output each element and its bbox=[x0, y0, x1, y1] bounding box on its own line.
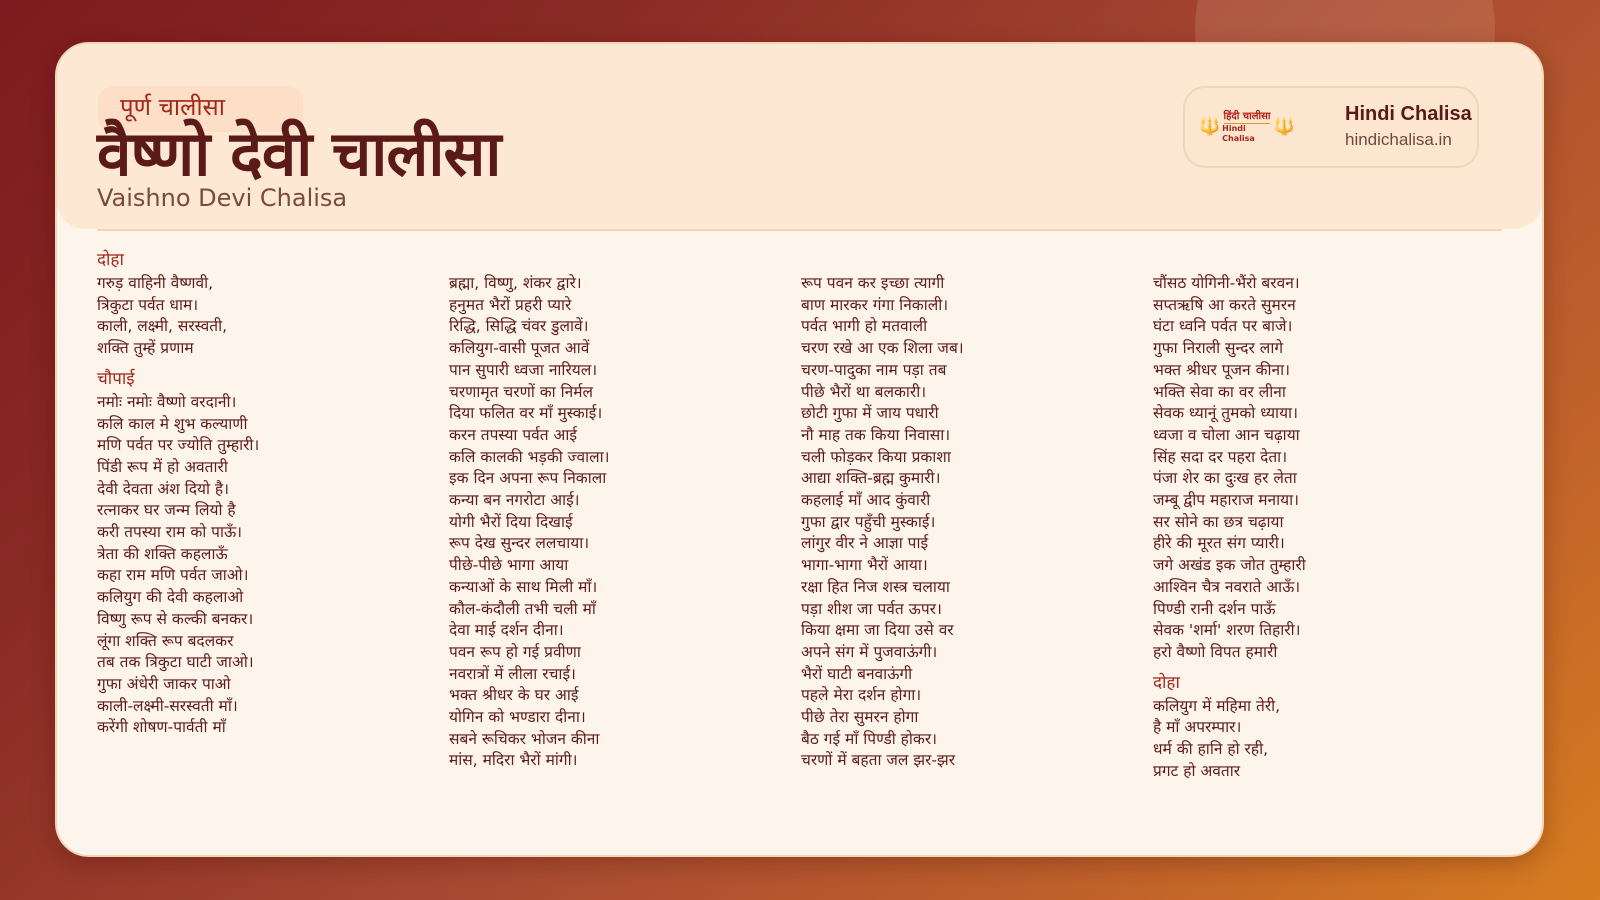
verse-line: भैरों घाटी बनवाऊंगी bbox=[801, 664, 913, 683]
section-heading-chaupai: चौपाई bbox=[97, 368, 135, 389]
verse-line: गुफा अंधेरी जाकर पाओ bbox=[97, 674, 231, 693]
verse-line: बैठ गई माँ पिण्डी होकर। bbox=[801, 729, 938, 748]
verse-line: कहलाई माँ आद कुंवारी bbox=[801, 491, 931, 510]
verse-line: सर सोने का छत्र चढ़ाया bbox=[1153, 512, 1284, 531]
header-divider bbox=[97, 229, 1502, 231]
verse-line: मणि पर्वत पर ज्योति तुम्हारी। bbox=[97, 436, 260, 455]
verse-line: पिण्डी रानी दर्शन पाऊँ bbox=[1153, 599, 1276, 618]
verse-line: भागा-भागा भैरों आया। bbox=[801, 556, 928, 575]
verse-line: देवी देवता अंश दियो है। bbox=[97, 479, 230, 498]
verse-line: आद्या शक्ति-ब्रह्म कुमारी। bbox=[801, 469, 941, 488]
verse-line: रूप देख सुन्दर ललचाया। bbox=[449, 534, 590, 553]
verse-line: जगे अखंड इक जोत तुम्हारी bbox=[1153, 556, 1306, 575]
section-heading-doha: दोहा bbox=[97, 250, 124, 270]
verse-line: देवा माई दर्शन दीना। bbox=[449, 621, 564, 640]
verse-line: पीछे तेरा सुमरन होगा bbox=[801, 708, 919, 727]
verse-line: करन तपस्या पर्वत आई bbox=[449, 425, 578, 444]
brand-logo-hindi: हिंदी चालीसा bbox=[1223, 110, 1271, 122]
verse-line: पहले मेरा दर्शन होगा। bbox=[801, 686, 922, 705]
verse-line: कन्याओं के साथ मिली माँ। bbox=[449, 577, 598, 596]
verse-line: लूंगा शक्ति रूप बदलकर bbox=[97, 631, 234, 650]
verse-line: काली-लक्ष्मी-सरस्वती माँ। bbox=[97, 696, 238, 715]
verse-line: अपने संग में पुजवाऊंगी। bbox=[801, 642, 938, 661]
verse-line: जम्बू द्वीप महाराज मनाया। bbox=[1153, 491, 1300, 510]
page-title: वैष्णो देवी चालीसा bbox=[97, 117, 501, 190]
verse-line: करी तपस्या राम को पाऊँ। bbox=[97, 523, 243, 542]
chalisa-text-columns bbox=[97, 249, 1507, 782]
verse-line: भक्त श्रीधर पूजन कीना। bbox=[1153, 360, 1290, 379]
brand-logo bbox=[1199, 110, 1295, 144]
verse-line: बाण मारकर गंगा निकाली। bbox=[801, 295, 949, 314]
verse-line: छोटी गुफा में जाय पधारी bbox=[801, 404, 939, 423]
card-header bbox=[57, 44, 1542, 229]
text-column-4 bbox=[1153, 249, 1505, 782]
verse-line: कलियुग की देवी कहलाओ bbox=[97, 588, 244, 607]
verse-line: त्रिकुटा पर्वत धाम। bbox=[97, 295, 199, 314]
verse-line: रूप पवन कर इच्छा त्यागी bbox=[801, 274, 945, 292]
verse-line: घंटा ध्वनि पर्वत पर बाजे। bbox=[1153, 317, 1293, 336]
verse-line: भक्ति सेवा का वर लीना bbox=[1153, 382, 1286, 401]
verse-line: पर्वत भागी हो मतवाली bbox=[801, 317, 928, 336]
verse-line: काली, लक्ष्मी, सरस्वती, bbox=[97, 317, 228, 336]
verse-line: पिंडी रूप में हो अवतारी bbox=[97, 457, 228, 476]
verse-line: नौ माह तक किया निवासा। bbox=[801, 425, 951, 444]
verse-line: इक दिन अपना रूप निकाला bbox=[449, 469, 607, 488]
text-column-1 bbox=[97, 249, 449, 782]
verse-line: लांगुर वीर ने आज्ञा पाई bbox=[801, 534, 929, 553]
verse-line: योगी भैरों दिया दिखाई bbox=[449, 512, 573, 531]
section-heading-doha: दोहा bbox=[1153, 672, 1180, 693]
section-spacer bbox=[801, 249, 1153, 271]
verse-line: चरणों में बहता जल झर-झर bbox=[801, 751, 956, 770]
trident-icon: 🔱 bbox=[1199, 116, 1221, 137]
verse-line: ध्वजा व चोला आन चढ़ाया bbox=[1153, 425, 1300, 444]
text-column-2 bbox=[449, 249, 801, 782]
verse-line: करेंगी शोषण-पार्वती माँ bbox=[97, 718, 226, 737]
verse-line: कलि काल मे शुभ कल्याणी bbox=[97, 414, 248, 433]
verse-line: पान सुपारी ध्वजा नारियल। bbox=[449, 360, 598, 379]
section-spacer bbox=[449, 249, 801, 271]
verse-line: रक्षा हित निज शस्त्र चलाया bbox=[801, 577, 950, 596]
verse-line: कहा राम मणि पर्वत जाओ। bbox=[97, 566, 249, 585]
verse-line: ब्रह्मा, विष्णु, शंकर द्वारे। bbox=[449, 274, 582, 292]
verse-line: पड़ा शीश जा पर्वत ऊपर। bbox=[801, 599, 942, 618]
verse-line: कौल-कंदौली तभी चली माँ bbox=[449, 599, 596, 618]
verse-line: रत्नाकर घर जन्म लियो है bbox=[97, 501, 236, 520]
verse-line: हीरे की मूरत संग प्यारी। bbox=[1153, 534, 1285, 553]
verse-line: विष्णु रूप से कल्की बनकर। bbox=[97, 609, 254, 628]
brand-logo-text bbox=[1222, 111, 1272, 144]
verse-line: आश्विन चैत्र नवराते आऊँ। bbox=[1153, 577, 1301, 596]
verse-line: कलि कालकी भड़की ज्वाला। bbox=[449, 447, 610, 466]
verse-line: रिद्धि, सिद्धि चंवर डुलावें। bbox=[449, 317, 589, 336]
verse-line: दिया फलित वर माँ मुस्काई। bbox=[449, 404, 603, 423]
brand-name: Hindi Chalisa bbox=[1345, 103, 1472, 125]
verse-line: त्रेता की शक्ति कहलाऊँ bbox=[97, 544, 228, 563]
brand-url-link[interactable]: hindichalisa.in bbox=[1345, 130, 1452, 149]
verse-line: गरुड़ वाहिनी वैष्णवी, bbox=[97, 274, 214, 292]
verse-line: नवरात्रों में लीला रचाई। bbox=[449, 664, 576, 683]
verse-line: प्रगट हो अवतार bbox=[1153, 761, 1241, 780]
verse-line: सप्तऋषि आ करते सुमरन bbox=[1153, 295, 1296, 314]
verse-line: चली फोड़कर किया प्रकाशा bbox=[801, 447, 951, 466]
text-column-3 bbox=[801, 249, 1153, 782]
verse-line: तब तक त्रिकुटा घाटी जाओ। bbox=[97, 653, 254, 672]
verse-line: हरो वैष्णो विपत हमारी bbox=[1153, 642, 1278, 661]
verse-line: शक्ति तुम्हें प्रणाम bbox=[97, 339, 194, 358]
verse-line: कन्या बन नगरोटा आई। bbox=[449, 491, 580, 510]
verse-line: गुफा निराली सुन्दर लागे bbox=[1153, 339, 1284, 358]
verse-line: पीछे-पीछे भागा आया bbox=[449, 556, 569, 575]
verse-line: किया क्षमा जा दिया उसे वर bbox=[801, 621, 954, 640]
verse-line: सेवक ध्यानूं तुमको ध्याया। bbox=[1153, 404, 1298, 423]
verse-line: चरण रखे आ एक शिला जब। bbox=[801, 339, 964, 358]
verse-line: कलियुग में महिमा तेरी, bbox=[1153, 696, 1281, 715]
section-spacer bbox=[1153, 249, 1505, 271]
verse-line: हनुमत भैरों प्रहरी प्यारे bbox=[449, 295, 572, 314]
verse-line: है माँ अपरम्पार। bbox=[1153, 718, 1242, 737]
page-subtitle: Vaishno Devi Chalisa bbox=[97, 184, 348, 212]
verse-line: पीछे भैरों था बलकारी। bbox=[801, 382, 927, 401]
verse-line: सेवक 'शर्मा' शरण तिहारी। bbox=[1153, 621, 1301, 640]
verse-line: धर्म की हानि हो रही, bbox=[1153, 740, 1269, 759]
trident-icon: 🔱 bbox=[1273, 116, 1295, 137]
chalisa-card bbox=[55, 42, 1544, 857]
verse-line: भक्त श्रीधर के घर आई bbox=[449, 686, 579, 705]
brand-box[interactable] bbox=[1183, 86, 1479, 168]
verse-line: चरण-पादुका नाम पड़ा तब bbox=[801, 360, 947, 379]
verse-line: योगिन को भण्डारा दीना। bbox=[449, 708, 586, 727]
verse-line: सबने रूचिकर भोजन कीना bbox=[449, 729, 600, 748]
category-badge-label: पूर्ण चालीसा bbox=[120, 93, 225, 121]
verse-line: नमोः नमोः वैष्णो वरदानी। bbox=[97, 392, 237, 411]
verse-line: मांस, मदिरा भैरों मांगी। bbox=[449, 751, 578, 770]
brand-logo-english: Hindi Chalisa bbox=[1222, 123, 1255, 143]
verse-line: कलियुग-वासी पूजत आवें bbox=[449, 339, 590, 358]
verse-line: पंजा शेर का दुःख हर लेता bbox=[1153, 469, 1297, 488]
verse-line: चौंसठ योगिनी-भैंरो बरवन। bbox=[1153, 274, 1300, 292]
verse-line: पवन रूप हो गई प्रवीणा bbox=[449, 642, 581, 661]
verse-line: गुफा द्वार पहुँची मुस्काई। bbox=[801, 512, 936, 531]
verse-line: सिंह सदा दर पहरा देता। bbox=[1153, 447, 1288, 466]
verse-line: चरणामृत चरणों का निर्मल bbox=[449, 382, 594, 401]
